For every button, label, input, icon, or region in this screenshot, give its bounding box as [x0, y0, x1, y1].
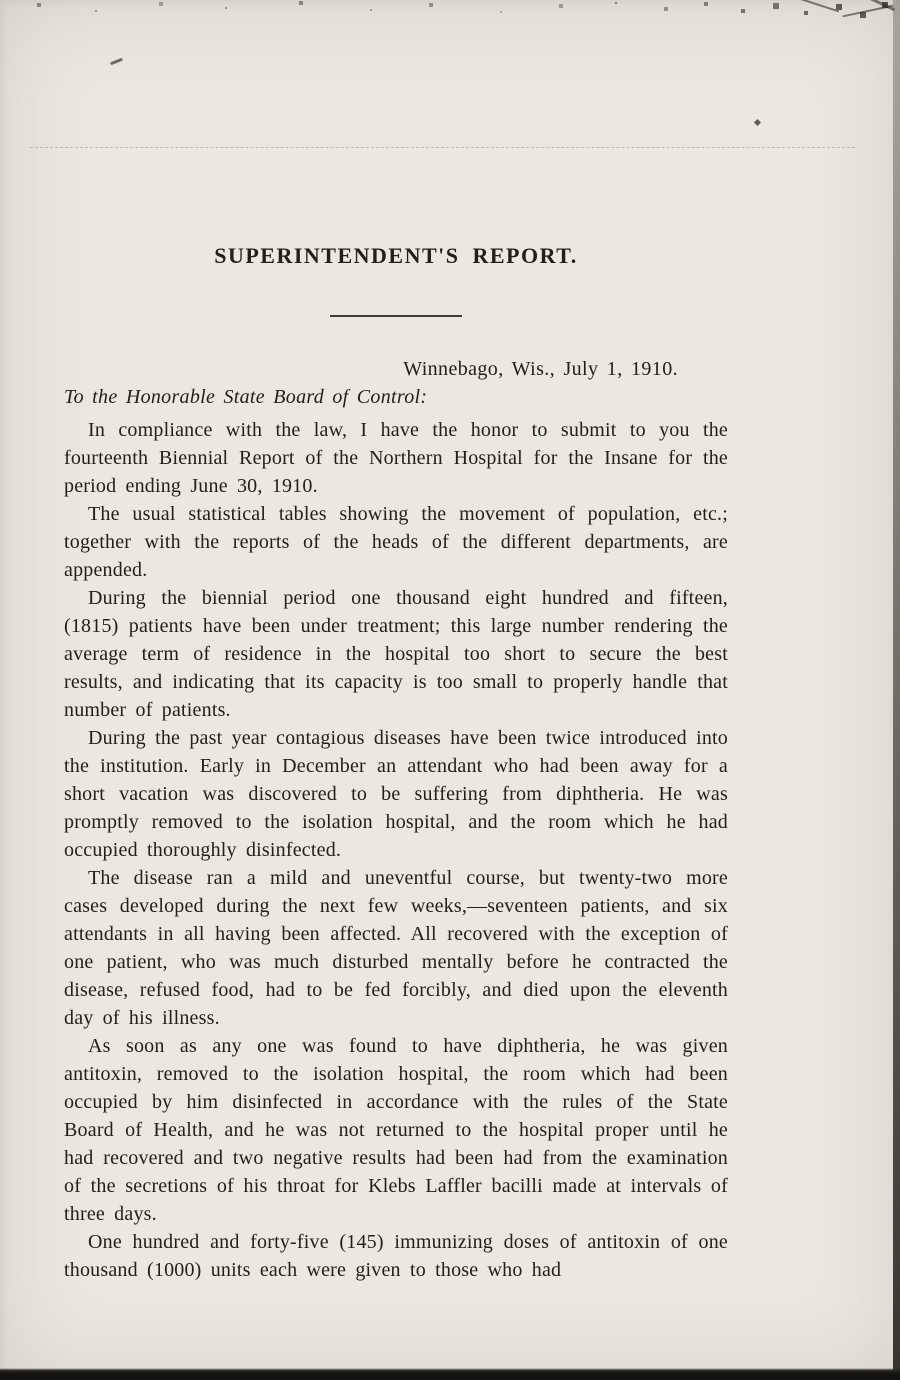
scan-scratch-mark — [799, 0, 840, 12]
report-body — [64, 416, 728, 1284]
paragraph: One hundred and forty-five (145) immunizing doses of antitoxin of one thousand (1000) units each were given to those who had — [64, 1231, 728, 1281]
stray-pen-mark — [110, 58, 123, 66]
paragraph: During the past year contagious diseases have been twice introduced into the institution. Early in December an attendant who had been away for a short vacation was discovered to be suffering from diphtheria. He was promptly removed to the isolation hospital, and the room which he had occupied thoroughly disinfected. — [64, 727, 728, 861]
page-title: SUPERINTENDENT'S REPORT. — [214, 243, 578, 268]
salutation: To the Honorable State Board of Control: — [64, 386, 428, 408]
paragraph: The disease ran a mild and uneventful course, but twenty-two more cases developed during the next few weeks,—seventeen patients, and six attendants in all having been affected. All recovered with the exception of one patient, who was much disturbed mentally before he contracted the disease, refused food, had to be fed forcibly, and died upon the eleventh day of his illness. — [64, 867, 728, 1029]
dateline: Winnebago, Wis., July 1, 1910. — [403, 358, 678, 380]
paragraph: As soon as any one was found to have diphtheria, he was given antitoxin, removed to the isolation hospital, the room which had been occupied by him disinfected in accordance with the rules of the State Board of Health, and he was not returned to the hospital proper until he had recovered and two negative results had been had from the examination of the secretions of his throat for Klebs Laffler bacilli made at intervals of three days. — [64, 1035, 728, 1225]
paragraph: The usual statistical tables showing the movement of population, etc.; together with the reports of the heads of the different departments, are appended. — [64, 503, 728, 581]
title-divider-rule — [330, 315, 462, 317]
scan-right-edge-shadow — [893, 0, 900, 1380]
paragraph: During the biennial period one thousand eight hundred and fifteen, (1815) patients have been under treatment; this large number rendering the average term of residence in the hospital too short to secure the best results, and indicating that its capacity is too small to properly handle that number of patients. — [64, 587, 728, 721]
stray-dot-mark — [754, 119, 761, 126]
document-content — [64, 243, 728, 1284]
paragraph: In compliance with the law, I have the honor to submit to you the fourteenth Biennial Report of the Northern Hospital for the Insane for the period ending June 30, 1910. — [64, 419, 728, 497]
scan-noise-top-edge — [0, 0, 2, 2]
paper-crease-line — [30, 147, 855, 148]
scan-bottom-edge-bar — [0, 1368, 900, 1380]
